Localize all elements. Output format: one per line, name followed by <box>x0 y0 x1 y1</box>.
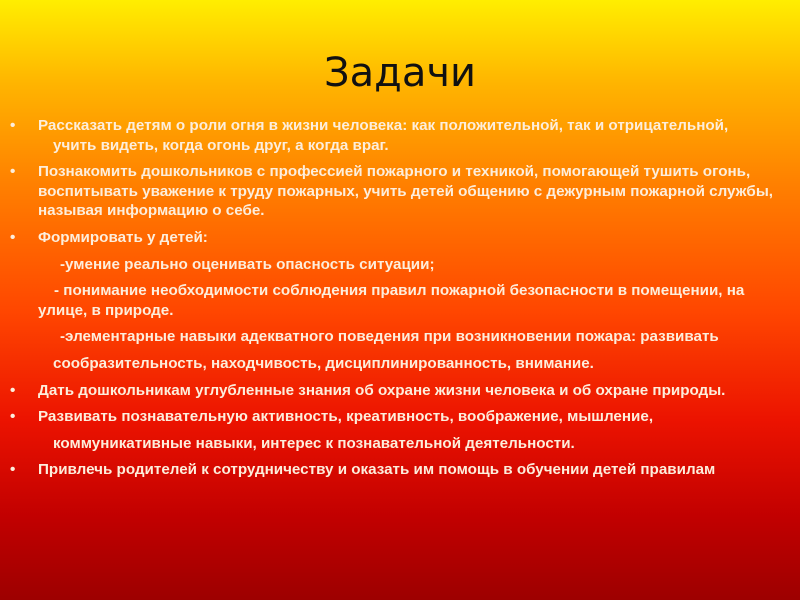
item-text: Дать дошкольникам углубленные знания об охране жизни человека и об охране природы. <box>38 381 726 399</box>
item-continuation: учить видеть, когда огонь друг, а когда враг. <box>53 136 389 154</box>
sub-item: -умение реально оценивать опасность ситуации; <box>60 255 435 273</box>
task-list <box>10 116 794 480</box>
sub-item <box>10 327 794 347</box>
list-item <box>10 381 794 401</box>
list-item <box>10 460 794 480</box>
item-text: Развивать познавательную активность, креативность, воображение, мышление, <box>38 408 654 426</box>
item-text: Рассказать детям о роли огня в жизни человека: как положительной, так и отрицательной, <box>38 117 729 134</box>
sub-item-text: - понимание необходимости соблюдения правил пожарной безопасности в помещении, на улице, в природе. <box>38 282 745 319</box>
sub-item-text: -элементарные навыки адекватного поведения при возникновении пожара: развивать <box>60 328 719 346</box>
item-text: Познакомить дошкольников с профессией пожарного и техникой, помогающей тушить огонь, воспитывать уважение к труду пожарных, учить детей общению с дежурным пожарной службы, называя информацию о себе. <box>38 163 774 220</box>
bullet-icon: • <box>10 381 16 399</box>
slide-title: Задачи <box>324 50 476 96</box>
bullet-icon: • <box>10 228 16 246</box>
list-item <box>10 116 794 136</box>
list-item <box>10 162 794 221</box>
item-continuation: коммуникативные навыки, интерес к познавательной деятельности. <box>53 434 575 452</box>
bullet-icon: • <box>10 408 16 426</box>
bullet-icon: • <box>10 461 16 479</box>
bullet-icon: • <box>10 163 16 181</box>
sub-item-continuation: сообразительность, находчивость, дисциплинированность, внимание. <box>53 354 594 372</box>
sub-item <box>10 281 794 320</box>
bullet-icon: • <box>10 117 16 134</box>
item-text: Формировать у детей: <box>38 228 208 246</box>
item-text: Привлечь родителей к сотрудничеству и оказать им помощь в обучении детей правилам <box>38 461 716 479</box>
list-item <box>10 407 794 427</box>
list-item <box>10 228 794 248</box>
